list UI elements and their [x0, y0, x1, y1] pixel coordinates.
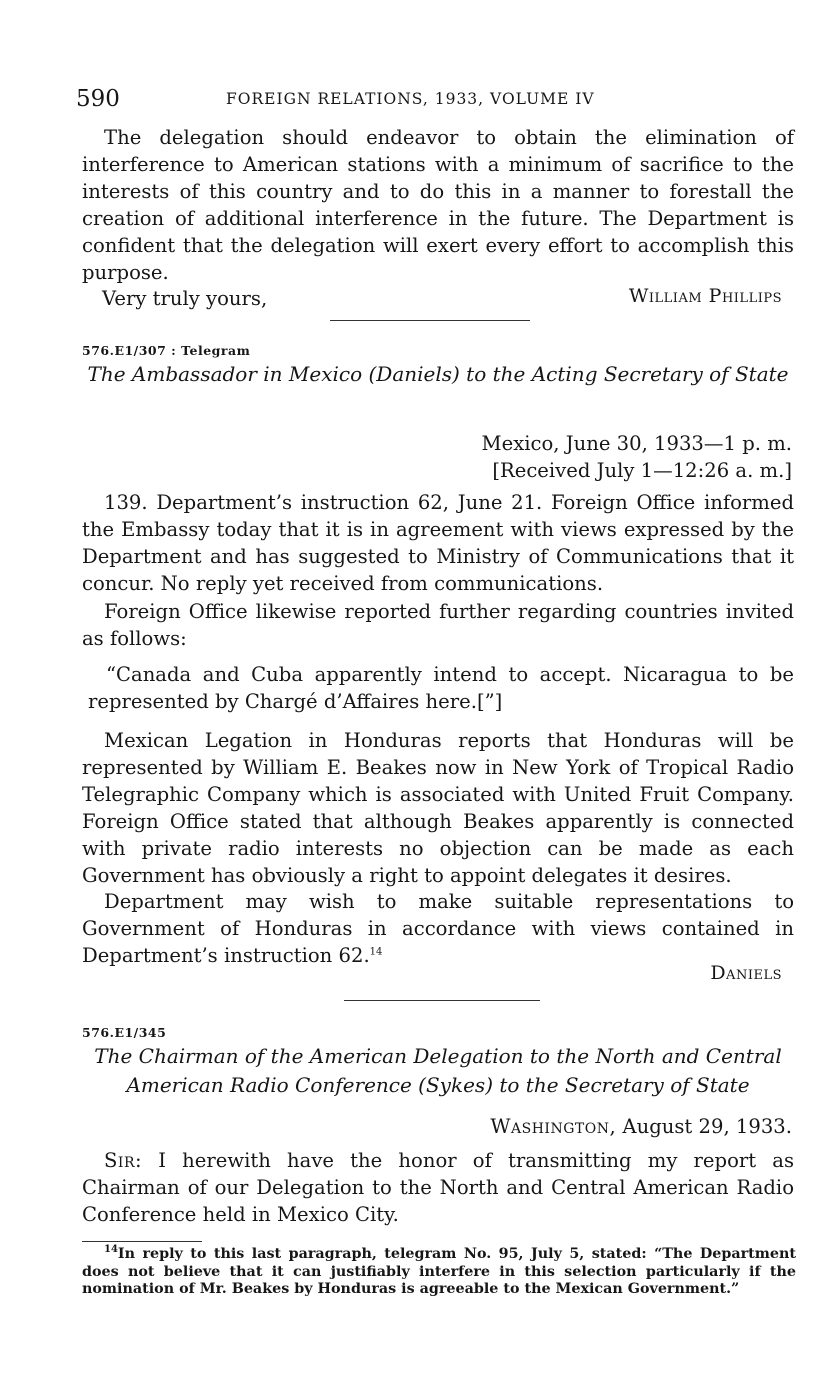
dateline-received: [Received July 1—12:26 a. m.]: [492, 459, 792, 482]
telegram-paragraph: 139. Department’s instruction 62, June 21. Foreign Office informed the Embassy today that it is in agreement with views expressed by the Department and has suggested to Ministry of Communications that it concur. No reply yet received from communications.: [82, 491, 794, 595]
letter-closing-paragraph: The delegation should endeavor to obtain the elimination of interference to American stations with a minimum of sacrifice to the interests of this country and to do this in a manner to forestall the creation of additional interference in the future. The Department is confident that the delegation will exert every effort to accomplish this purpose.: [82, 126, 794, 284]
signature-daniels: Daniels: [710, 962, 782, 984]
footnote: [82, 1246, 796, 1299]
quoted-report: “Canada and Cuba apparently intend to accept. Nicaragua to be represented by Chargé d’Affaires here.[”]: [88, 663, 794, 713]
telegram-paragraph: Mexican Legation in Honduras reports that Honduras will be represented by William E. Beakes now in New York of Tropical Radio Telegraphic Company which is associated with United Fruit Company. Foreign Office stated that although Beakes apparently is connected with private radio interests no objection can be made as each Government has obviously a right to appoint delegates it desires.: [82, 729, 794, 887]
dateline-date: August 29, 1933.: [622, 1115, 792, 1138]
signature-phillips: William Phillips: [628, 285, 782, 307]
letter-paragraph: [82, 1147, 794, 1228]
telegram-paragraph: [82, 888, 794, 969]
footnote-mark: 14: [104, 1244, 118, 1256]
letter-paragraph-text: I herewith have the honor of transmitting my report as Chairman of our Delegation to the North and Central American Radio Conference held in Mexico City.: [82, 1149, 794, 1226]
document-title: The Chairman of the American Delegation to the North and Central American Radio Conference (Sykes) to the Secretary of State: [94, 1044, 782, 1097]
page-number: 590: [76, 86, 120, 112]
footnote-text: In reply to this last paragraph, telegram No. 95, July 5, stated: “The Department does not believe that it can justifiably interfere in this selection particularly if the nomination of Mr. Beakes by Honduras is agreeable to the Mexican Government.”: [82, 1246, 796, 1297]
telegram-paragraph: Foreign Office likewise reported further regarding countries invited as follows:: [82, 600, 794, 650]
footnote-reference: 14: [369, 946, 383, 958]
section-divider: [344, 1000, 540, 1001]
dateline: [490, 1113, 792, 1140]
page-header: [76, 86, 796, 112]
footnote-rule: [82, 1241, 202, 1242]
running-title: FOREIGN RELATIONS, 1933, VOLUME IV: [226, 90, 595, 108]
dateline: [482, 430, 792, 484]
dateline-sent: Mexico, June 30, 1933—1 p. m.: [481, 432, 792, 455]
section-divider: [330, 320, 530, 321]
telegram-paragraph-text: Department may wish to make suitable representations to Government of Honduras in accordance with views contained in Department’s instruction 62.: [82, 890, 794, 967]
file-reference: 576.E1/345: [82, 1025, 167, 1040]
salutation: Sir:: [104, 1149, 143, 1172]
document-title: The Ambassador in Mexico (Daniels) to the Acting Secretary of State: [87, 362, 789, 386]
file-reference: 576.E1/307 : Telegram: [82, 343, 251, 358]
dateline-place: Washington,: [490, 1115, 617, 1138]
letter-closing: Very truly yours,: [102, 287, 268, 310]
